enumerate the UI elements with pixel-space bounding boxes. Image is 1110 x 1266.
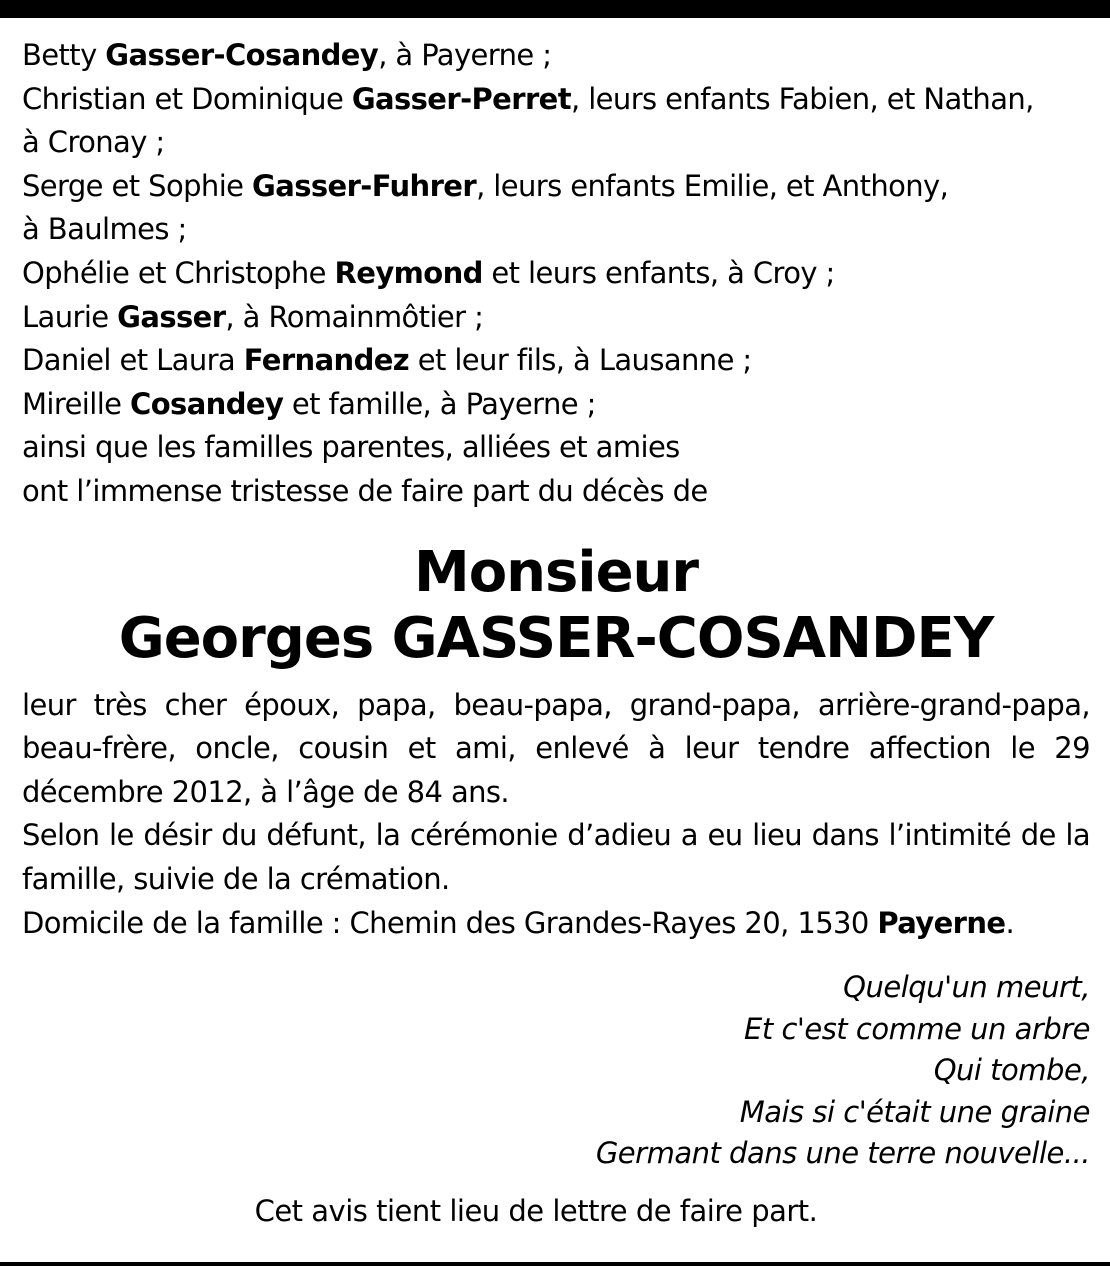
family-line: Christian et Dominique Gasser-Perret, leurs enfants Fabien, et Nathan, (22, 81, 1034, 116)
family-line: à Cronay ; (22, 125, 165, 160)
notice-body (22, 684, 1090, 946)
bottom-rule (0, 1262, 1110, 1266)
poem-line: Germant dans une terre nouvelle... (595, 1136, 1090, 1171)
deceased-heading (22, 540, 1090, 672)
family-line: Serge et Sophie Gasser-Fuhrer, leurs enfants Emilie, et Anthony, (22, 168, 949, 203)
poem (22, 967, 1090, 1175)
family-line: à Baulmes ; (22, 212, 187, 247)
family-line: Betty Gasser-Cosandey, à Payerne ; (22, 38, 552, 72)
family-line: Mireille Cosandey et famille, à Payerne ; (22, 386, 596, 421)
poem-line: Et c'est comme un arbre (744, 1011, 1090, 1046)
poem-line: Mais si c'était une graine (739, 1094, 1090, 1129)
family-line: ont l’immense tristesse de faire part du décès de (22, 473, 708, 508)
family-domicile: Domicile de la famille : Chemin des Grandes-Rayes 20, 1530 Payerne. (22, 905, 1015, 940)
poem-line: Qui tombe, (933, 1053, 1090, 1088)
family-line: Laurie Gasser, à Romainmôtier ; (22, 299, 484, 334)
deceased-name: Georges GASSER-COSANDEY (118, 605, 994, 671)
obituary-notice (22, 34, 1090, 1233)
family-list (22, 34, 1090, 514)
family-line: Ophélie et Christophe Reymond et leurs enfants, à Croy ; (22, 255, 835, 290)
poem-line: Quelqu'un meurt, (843, 970, 1090, 1005)
ceremony-text: Selon le désir du défunt, la cérémonie d’adieu a eu lieu dans l’intimité de la famille, suivie de la crémation. (22, 818, 1090, 896)
top-rule (0, 0, 1110, 18)
deceased-description: leur très cher époux, papa, beau-papa, grand-papa, arrière-grand-papa, beau-frère, oncle, cousin et ami, enlevé à leur tendre affection le 29 décembre 2012, à l’âge de 84 ans. (22, 687, 1090, 809)
family-line: Daniel et Laura Fernandez et leur fils, à Lausanne ; (22, 343, 752, 378)
family-line: ainsi que les familles parentes, alliées et amies (22, 430, 680, 465)
deceased-title: Monsieur (413, 539, 699, 605)
closing-note: Cet avis tient lieu de lettre de faire part. (254, 1193, 818, 1228)
